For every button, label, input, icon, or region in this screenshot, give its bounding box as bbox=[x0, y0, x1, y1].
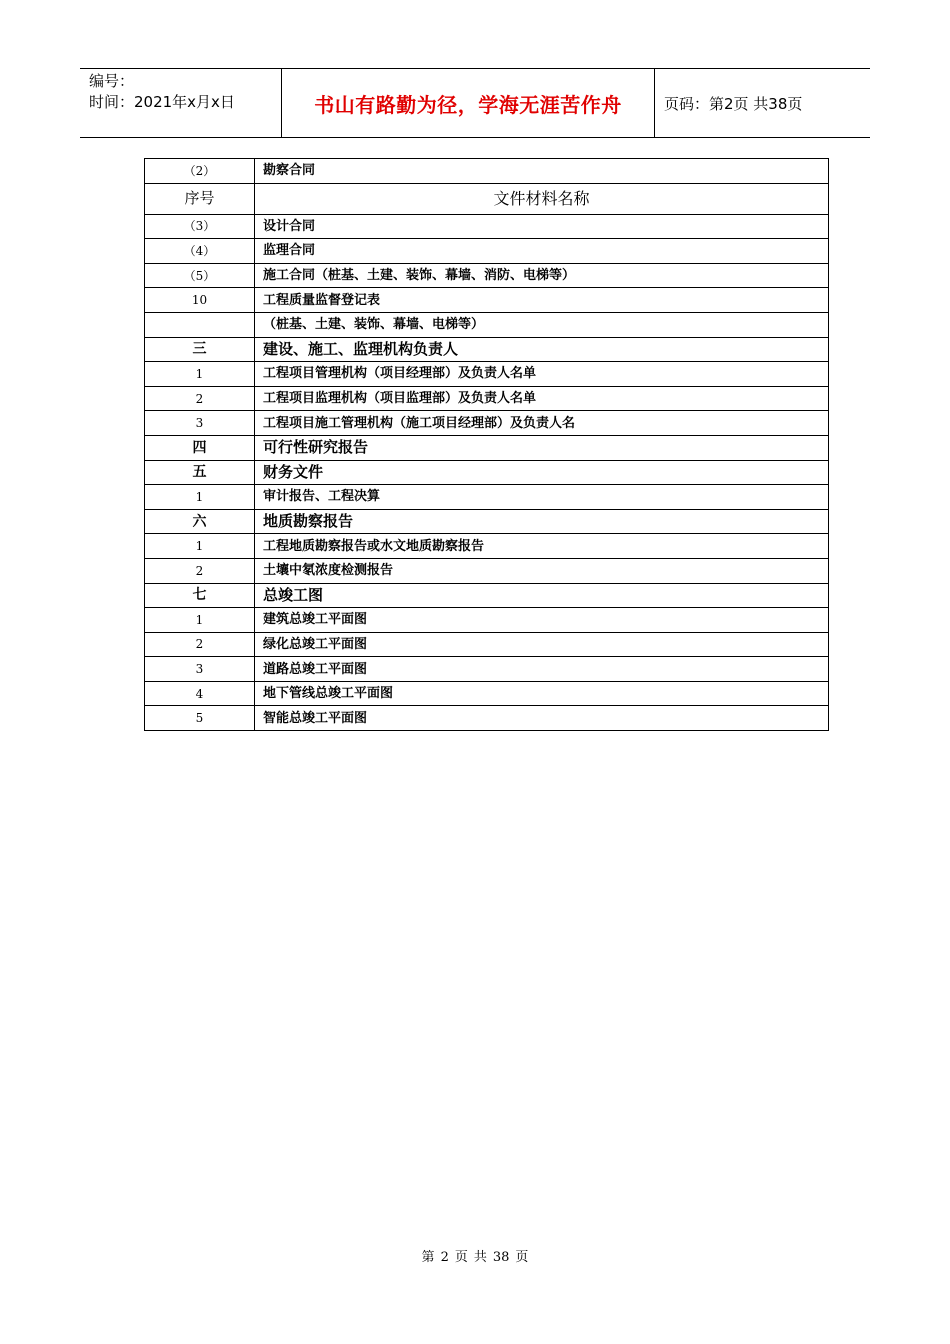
table-row bbox=[145, 263, 829, 288]
row-document-name: （桩基、土建、装饰、幕墙、电梯等） bbox=[255, 312, 829, 337]
table-row bbox=[145, 411, 829, 436]
row-document-name: 绿化总竣工平面图 bbox=[255, 632, 829, 657]
section-row bbox=[145, 509, 829, 534]
row-document-name: 文件材料名称 bbox=[255, 183, 829, 214]
table-row bbox=[145, 362, 829, 387]
row-number: （3） bbox=[145, 214, 255, 239]
row-document-name: 工程质量监督登记表 bbox=[255, 288, 829, 313]
row-number: 四 bbox=[145, 435, 255, 460]
document-number-label: 编号： bbox=[89, 72, 135, 90]
table-row bbox=[145, 386, 829, 411]
row-document-name: 地下管线总竣工平面图 bbox=[255, 681, 829, 706]
row-number: 3 bbox=[145, 411, 255, 436]
table-header-row bbox=[145, 183, 829, 214]
row-document-name: 智能总竣工平面图 bbox=[255, 706, 829, 731]
row-document-name: 工程项目监理机构（项目监理部）及负责人名单 bbox=[255, 386, 829, 411]
row-document-name: 施工合同（桩基、土建、装饰、幕墙、消防、电梯等） bbox=[255, 263, 829, 288]
table-row bbox=[145, 312, 829, 337]
table-row bbox=[145, 608, 829, 633]
row-number: （4） bbox=[145, 239, 255, 264]
row-document-name: 审计报告、工程决算 bbox=[255, 485, 829, 510]
table-row bbox=[145, 558, 829, 583]
row-document-name: 设计合同 bbox=[255, 214, 829, 239]
footer-total-pages: 38 bbox=[492, 1250, 510, 1265]
row-number: 七 bbox=[145, 583, 255, 608]
row-number: 三 bbox=[145, 337, 255, 362]
table-row bbox=[145, 632, 829, 657]
row-number: 2 bbox=[145, 386, 255, 411]
table-row bbox=[145, 534, 829, 559]
header-page-info: 页码：第2页 共38页 bbox=[664, 94, 803, 113]
table-row bbox=[145, 657, 829, 682]
page-footer bbox=[0, 1246, 950, 1265]
footer-di: 第 bbox=[421, 1250, 435, 1265]
footer-ye: 页 bbox=[454, 1250, 468, 1265]
footer-ye-2: 页 bbox=[515, 1250, 529, 1265]
page-header bbox=[80, 68, 870, 138]
row-number: 5 bbox=[145, 706, 255, 731]
document-date-label: 时间：2021年x月x日 bbox=[89, 93, 235, 111]
row-document-name: 工程地质勘察报告或水文地质勘察报告 bbox=[255, 534, 829, 559]
row-number: 3 bbox=[145, 657, 255, 682]
row-document-name: 地质勘察报告 bbox=[255, 509, 829, 534]
table-row bbox=[145, 159, 829, 184]
table-row bbox=[145, 239, 829, 264]
footer-page-number: 2 bbox=[440, 1250, 449, 1265]
row-document-name: 监理合同 bbox=[255, 239, 829, 264]
row-number: 10 bbox=[145, 288, 255, 313]
row-document-name: 建设、施工、监理机构负责人 bbox=[255, 337, 829, 362]
table-row bbox=[145, 485, 829, 510]
table-row bbox=[145, 681, 829, 706]
row-document-name: 财务文件 bbox=[255, 460, 829, 485]
row-number: 4 bbox=[145, 681, 255, 706]
row-number: 五 bbox=[145, 460, 255, 485]
row-number: 2 bbox=[145, 632, 255, 657]
section-row bbox=[145, 460, 829, 485]
row-number: 2 bbox=[145, 558, 255, 583]
row-document-name: 可行性研究报告 bbox=[255, 435, 829, 460]
table-row bbox=[145, 706, 829, 731]
row-number: （5） bbox=[145, 263, 255, 288]
row-number: 序号 bbox=[145, 183, 255, 214]
row-number: 1 bbox=[145, 362, 255, 387]
row-number: 六 bbox=[145, 509, 255, 534]
section-row bbox=[145, 583, 829, 608]
row-number: 1 bbox=[145, 485, 255, 510]
header-meta bbox=[80, 69, 282, 137]
row-document-name: 勘察合同 bbox=[255, 159, 829, 184]
row-document-name: 道路总竣工平面图 bbox=[255, 657, 829, 682]
table-row bbox=[145, 288, 829, 313]
row-document-name: 工程项目管理机构（项目经理部）及负责人名单 bbox=[255, 362, 829, 387]
row-document-name: 土壤中氡浓度检测报告 bbox=[255, 558, 829, 583]
document-list-table bbox=[144, 158, 829, 731]
row-document-name: 总竣工图 bbox=[255, 583, 829, 608]
row-document-name: 工程项目施工管理机构（施工项目经理部）及负责人名 bbox=[255, 411, 829, 436]
footer-gong: 共 bbox=[473, 1250, 487, 1265]
table-row bbox=[145, 214, 829, 239]
row-number: 1 bbox=[145, 608, 255, 633]
row-document-name: 建筑总竣工平面图 bbox=[255, 608, 829, 633]
header-motto: 书山有路勤为径，学海无涯苦作舟 bbox=[282, 69, 655, 137]
section-row bbox=[145, 337, 829, 362]
row-number: 1 bbox=[145, 534, 255, 559]
row-number bbox=[145, 312, 255, 337]
row-number: （2） bbox=[145, 159, 255, 184]
document-list-body bbox=[145, 159, 829, 731]
section-row bbox=[145, 435, 829, 460]
